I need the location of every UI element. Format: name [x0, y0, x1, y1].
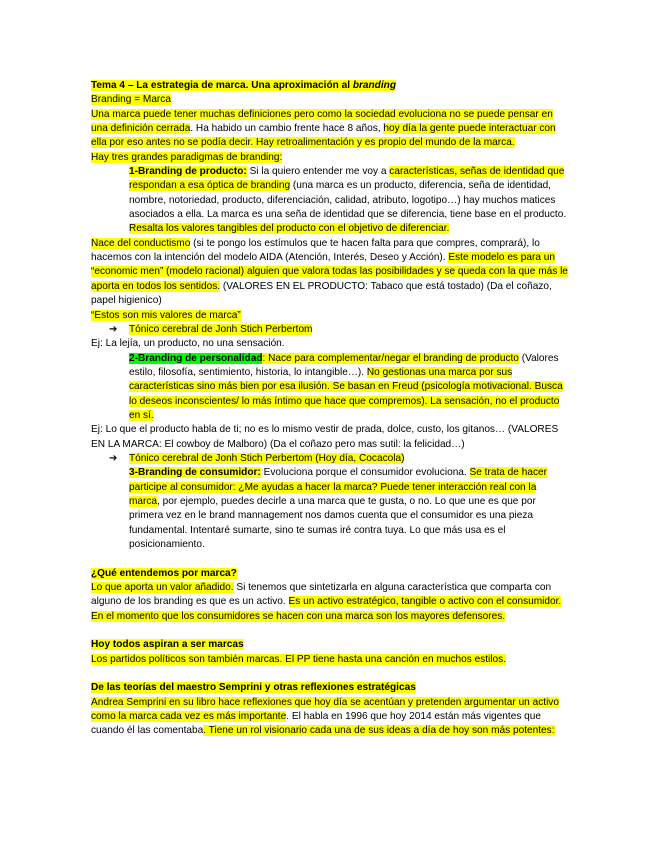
arrow-item-1: ➔ Tónico cerebral de Jonh Stich Perbertom — [91, 323, 569, 337]
paragraph-partidos: Los partidos políticos son también marcas. El PP tiene hasta una canción en muchos estilos. — [91, 653, 507, 665]
paragraph-semprini: Andrea Semprini en su libro hace reflexiones que hoy día se acentúan y pretenden argumentar un activo como la marca cada vez es más importante. El habla en 1996 que hoy 2014 están más vigentes que cuando él las comentaba. Tiene un rol visionario cada una de sus ideas a día de hoy son más potentes: — [91, 696, 559, 737]
title-text: Tema 4 – La estrategia de marca. Una aproximación al branding — [91, 80, 396, 91]
example-line-2: Ej: Lo que el producto habla de ti; no es lo mismo vestir de prada, dolce, custo, los gitanos… (VALORES EN LA MARCA: El cowboy de Malboro) (Da el coñazo pero mas sutil: la felicidad…) — [91, 424, 559, 450]
paragraph-conductismo: Nace del conductismo (si te pongo los estímulos que te hacen falta para que compres, comprará), lo hacemos con la intención del modelo AIDA (Atención, Interés, Deseo y Acción). Este modelo es para un “economic men” (modelo racional) alguien que valora todas las posibilidades y se queda con la que más le aporta en todos los sentidos. (VALORES EN EL PRODUCTO: Tabaco que está tostado) (Da el coñazo, papel higienico) — [91, 237, 568, 307]
subtitle-line: Branding = Marca — [91, 94, 171, 106]
paradigm-personality: 2-Branding de personalidad: Nace para complementar/negar el branding de producto (Valores estilo, filosofía, sentimiento, historia, lo intangible…). No gestionas una marca por sus características sino más bien por esa ilusión. Se basan en Freud (psicología motivacional. Busca lo deseos inconscientes/ lo más íntimo que hace que compremos). La sensación, no el producto en sí. — [129, 352, 563, 421]
paragraph-definition: Una marca puede tener muchas definiciones pero como la sociedad evoluciona no se puede pensar en una definición cerrada. Ha habido un cambio frente hace 8 años, hoy día la gente puede interactuar con ella por eso antes no se podía decir. Hay retroalimentación y es propio del mundo de la marca. — [91, 108, 556, 149]
arrow-right-icon: ➔ — [109, 452, 118, 464]
paradigm-product: 1-Branding de producto: Si la quiero entender me voy a características, señas de identidad que respondan a esa óptica de branding (una marca es un producto, diferencia, seña de identidad, nombre, notoriedad, producto, diferenciación, calidad, atributo, logotipo…) hay muchos matices asociados a ella. La marca es una seña de identidad que se diferencia, tiene base en el producto. Resalta los valores tangibles del producto con el objetivo de diferenciar. — [129, 166, 567, 235]
document-title — [91, 79, 569, 93]
spacer — [91, 667, 569, 681]
document-page — [91, 79, 569, 739]
spacer — [91, 624, 569, 638]
example-line-1: Ej: La lejía, un producto, no una sensación. — [91, 338, 285, 350]
spacer — [91, 552, 569, 566]
section-heading-aspiran: Hoy todos aspiran a ser marcas — [91, 639, 244, 651]
paradigms-intro: Hay tres grandes paradigmas de branding: — [91, 151, 283, 163]
paragraph-marca: Lo que aporta un valor añadido. Si tenemos que sintetizarla en alguna característica que comparta con alguno de los branding es que es un activo. Es un activo estratégico, tangible o activo con el consumidor. En el momento que los consumidores se hacen con una marca son los mayores defensores. — [91, 582, 562, 622]
section-heading-marca: ¿Qué entendemos por marca? — [91, 567, 237, 579]
quote-line: “Estos son mis valores de marca” — [91, 309, 241, 321]
arrow-right-icon: ➔ — [109, 323, 118, 335]
paradigm-consumer: 3-Branding de consumidor: Evoluciona porque el consumidor evoluciona. Se trata de hacer participe al consumidor: ¿Me ayudas a hacer la marca? Puede tener interacción real con la marca, por ejemplo, puedes decirle a una marca que te gusta, o no. Lo que une es que por primera vez en le brand mannagement nos damos cuenta que el consumidor es una pieza fundamental. Intentaré sumarte, sino te sumas iré contra tuya. Lo que más usa es el posicionamiento. — [129, 467, 547, 550]
arrow-item-2: ➔ Tónico cerebral de Jonh Stich Perbertom (Hoy día, Cocacola) — [91, 452, 569, 466]
section-heading-semprini: De las teorías del maestro Semprini y otras reflexiones estratégicas — [91, 682, 416, 694]
